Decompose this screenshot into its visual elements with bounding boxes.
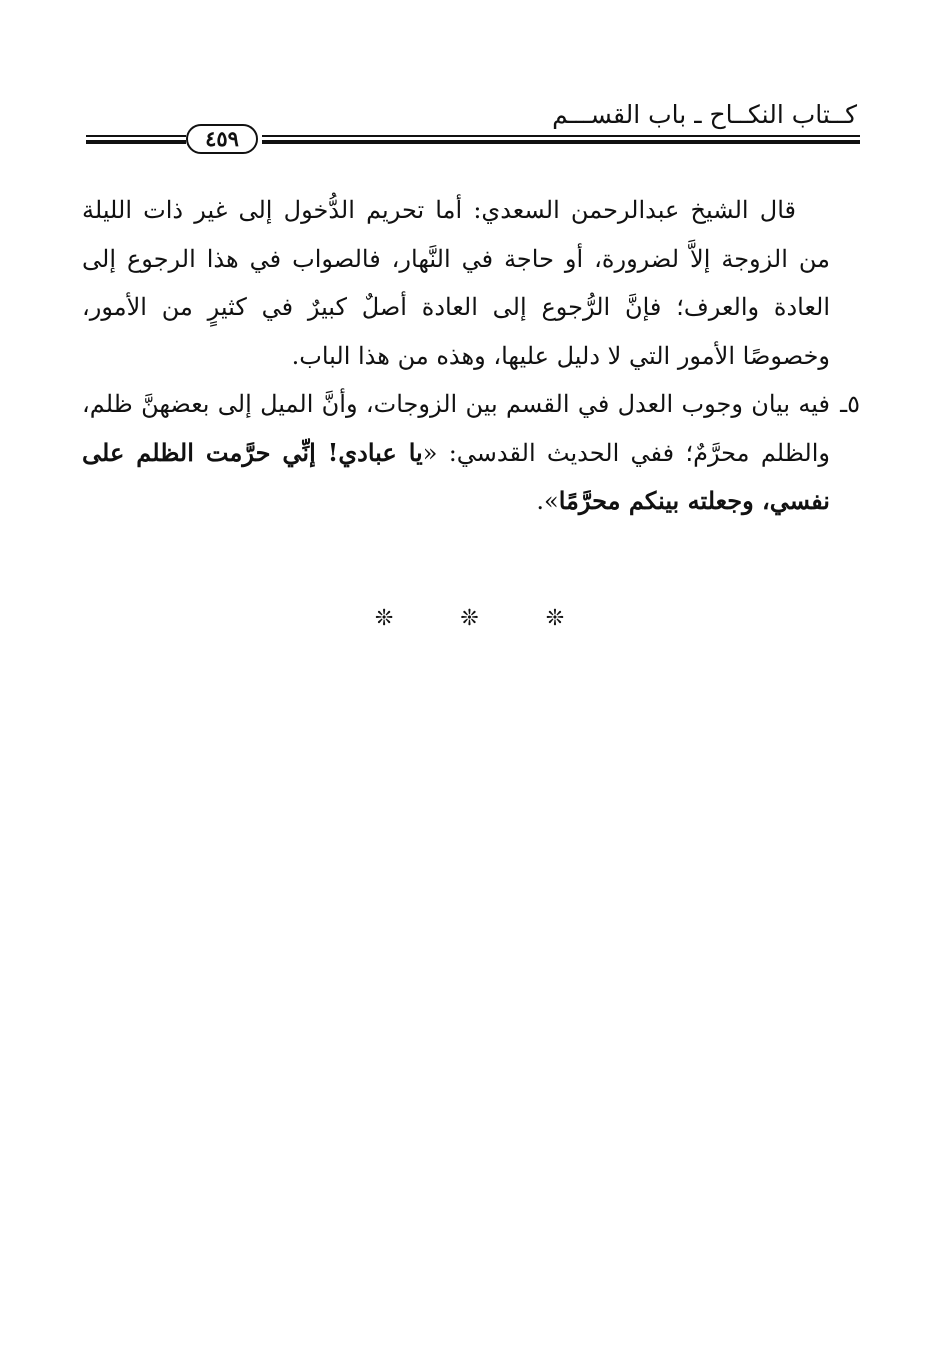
quote-close: ». [536,487,559,515]
list-item-5 [82,380,860,526]
list-item-text: فيه بيان وجوب العدل في القسم بين الزوجات، وأنَّ الميل إلى بعضهنَّ ظلم، والظلم محرَّمٌ؛ ففي الحديث القدسي: « [82,390,831,467]
hadith-quote-bold: يا عبادي! إنِّي حرَّمت الظلم على نفسي، وجعلته بينكم محرَّمًا [82,437,830,515]
header-rule-left-thin [86,135,186,137]
body-text [82,186,860,526]
header-rule-right-thin [262,135,860,137]
running-title: كــتاب النكــاح ـ باب القســـم [552,100,857,129]
header-rule-left-thick [86,140,186,144]
list-marker: ٥ـ [840,390,860,418]
page-number: ٤٥٩ [186,124,258,154]
header-rule-right-thick [262,140,860,144]
section-separator-stars: ❊ ❊ ❊ [374,606,595,631]
paragraph-saadi-quote: قال الشيخ عبدالرحمن السعدي: أما تحريم الدُّخول إلى غير ذات الليلة من الزوجة إلاَّ لضرورة، أو حاجة في النَّهار، فالصواب في هذا الرجوع إلى العادة والعرف؛ فإنَّ الرُّجوع إلى العادة أصلٌ كبيرٌ في كثيرٍ من الأمور، وخصوصًا الأمور التي لا دليل عليها، وهذه من هذا الباب. [82,196,830,370]
